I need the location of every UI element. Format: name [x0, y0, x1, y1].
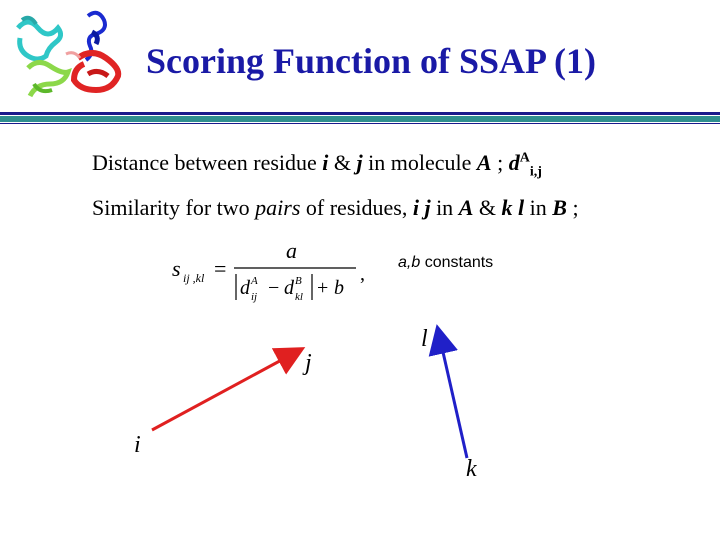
svg-text:a: a — [286, 238, 297, 263]
distance-definition: Distance between residue i & j in molecule A ; $d^A_{i,j}$ — [92, 150, 542, 180]
svg-text:=: = — [214, 256, 227, 281]
svg-text:d: d — [240, 277, 250, 299]
svg-text:B: B — [295, 275, 302, 287]
svg-text:ij ,kl: ij ,kl — [183, 271, 205, 285]
svg-text:b: b — [334, 277, 344, 299]
svg-text:kl: kl — [295, 291, 303, 303]
svg-text:d: d — [284, 277, 294, 299]
constants-note: a,b constants — [398, 254, 494, 271]
vector-ij — [152, 350, 300, 430]
svg-text:ij: ij — [251, 291, 258, 303]
vector-kl — [438, 330, 467, 458]
label-l: l — [421, 326, 428, 352]
svg-text:A: A — [251, 275, 258, 287]
label-j: j — [305, 350, 312, 376]
svg-text:−: − — [268, 277, 280, 299]
svg-text:s: s — [172, 256, 181, 281]
svg-text:,: , — [360, 263, 365, 285]
slide-title: Scoring Function of SSAP (1) — [146, 41, 597, 81]
label-k: k — [466, 456, 477, 482]
similarity-definition: Similarity for two pairs of residues, i j in A & k l in B ; — [92, 195, 579, 220]
svg-text:+: + — [317, 277, 329, 299]
label-i: i — [134, 432, 141, 458]
